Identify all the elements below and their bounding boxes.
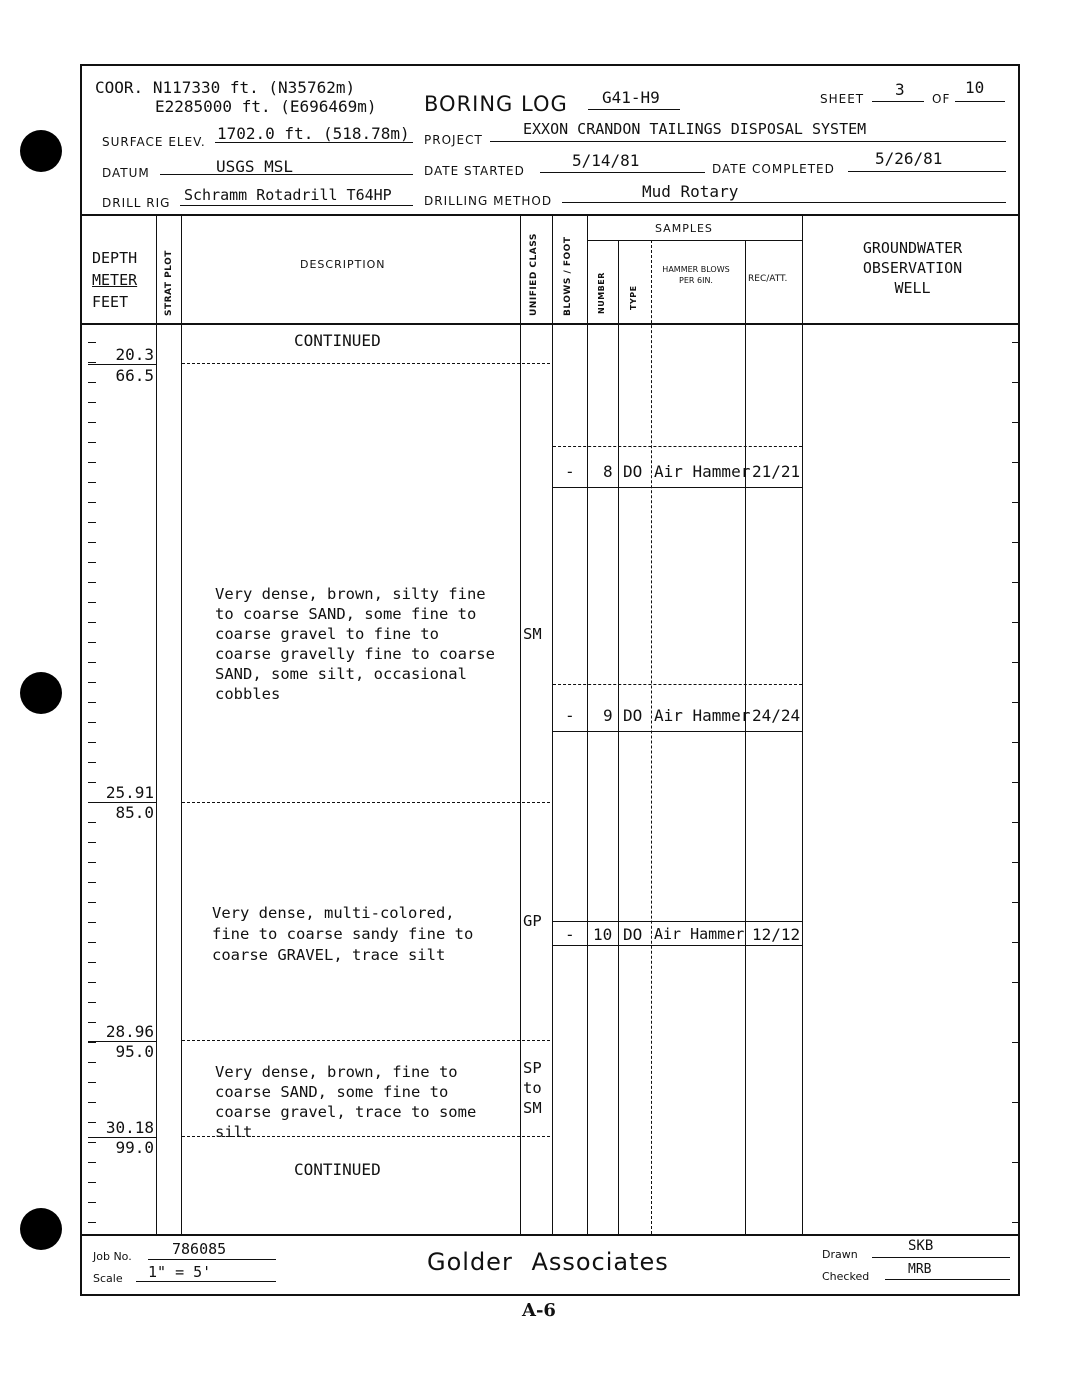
depth-feet: 66.5 xyxy=(115,366,154,385)
feet-label: FEET xyxy=(92,293,129,311)
depth-meter: 30.18 xyxy=(105,1118,154,1137)
unified-class: SM xyxy=(523,625,542,643)
datum-label: DATUM xyxy=(102,166,150,180)
punch-hole xyxy=(20,672,62,714)
surface-elev-value: 1702.0 ft. (518.78m) xyxy=(217,124,410,143)
punch-hole xyxy=(20,1208,62,1250)
col-number: NUMBER xyxy=(597,272,606,314)
meter-label: METER xyxy=(92,271,138,289)
hammer-type: Air Hammer xyxy=(654,925,745,943)
date-completed-value: 5/26/81 xyxy=(875,149,943,168)
scale-label: Scale xyxy=(93,1272,123,1285)
coor-north: N117330 ft. (N35762m) xyxy=(152,78,356,97)
coor-label: COOR. xyxy=(95,78,144,97)
coor-east: E2285000 ft. (E696469m) xyxy=(155,97,377,116)
col-strat-plot: STRAT PLOT xyxy=(164,250,174,316)
blows-value: - xyxy=(565,925,575,944)
col-blows-foot: BLOWS / FOOT xyxy=(563,236,573,316)
sample-number: 10 xyxy=(593,925,613,944)
col-samples: SAMPLES xyxy=(655,222,713,235)
date-started-value: 5/14/81 xyxy=(572,151,640,170)
project-value: EXXON CRANDON TAILINGS DISPOSAL SYSTEM xyxy=(523,120,867,138)
page-number: A-6 xyxy=(522,1300,556,1321)
unified-class: SP to SM xyxy=(523,1059,542,1117)
col-groundwater: GROUNDWATER OBSERVATION WELL xyxy=(862,239,963,297)
datum-value: USGS MSL xyxy=(216,157,294,176)
col-hammer-blows: HAMMER BLOWS PER 6IN. xyxy=(662,265,730,285)
col-description: DESCRIPTION xyxy=(300,258,386,271)
sample-number: 8 xyxy=(603,462,613,481)
job-number: 786085 xyxy=(172,1240,227,1258)
drawn-label: Drawn xyxy=(822,1248,858,1261)
coordinates xyxy=(95,78,377,116)
blows-value: - xyxy=(565,462,575,481)
depth-meter: 28.96 xyxy=(105,1022,154,1041)
page-title: BORING LOG xyxy=(424,92,568,116)
sample-type: DO xyxy=(623,462,643,481)
sheet-total: 10 xyxy=(965,78,985,97)
of-label: OF xyxy=(932,92,951,106)
drilling-method-label: DRILLING METHOD xyxy=(424,194,553,208)
drill-rig-label: DRILL RIG xyxy=(102,196,171,210)
drawn-by: SKB xyxy=(908,1238,934,1254)
drilling-method-value: Mud Rotary xyxy=(642,182,739,201)
punch-hole xyxy=(20,130,62,172)
depth-feet: 99.0 xyxy=(115,1138,154,1157)
project-label: PROJECT xyxy=(424,133,483,147)
boring-id: G41-H9 xyxy=(602,88,660,107)
blows-value: - xyxy=(565,706,575,725)
date-completed-label: DATE COMPLETED xyxy=(712,162,835,176)
sample-number: 9 xyxy=(603,706,613,725)
continued-top: CONTINUED xyxy=(294,331,381,350)
stratum-description: Very dense, multi-colored, fine to coarse sandy fine to coarse GRAVEL, trace silt xyxy=(212,904,474,964)
date-started-label: DATE STARTED xyxy=(424,164,525,178)
stratum-description: Very dense, brown, silty fine to coarse SAND, some fine to coarse gravel to fine to coarse gravelly fine to coarse SAND, some silt, occasional cobbles xyxy=(215,585,495,703)
col-depth-header xyxy=(92,247,137,313)
hammer-type: Air Hammer xyxy=(654,706,751,725)
depth-label: DEPTH xyxy=(92,249,138,267)
hammer-type: Air Hammer xyxy=(654,462,751,481)
depth-meter: 25.91 xyxy=(105,783,154,802)
depth-meter: 20.3 xyxy=(115,345,154,364)
rec-att-value: 21/21 xyxy=(752,462,801,481)
sample-type: DO xyxy=(623,925,643,944)
depth-feet: 95.0 xyxy=(115,1042,154,1061)
rec-att-value: 24/24 xyxy=(752,706,801,725)
stratum-description: Very dense, brown, fine to coarse SAND, some fine to coarse gravel, trace to some silt xyxy=(215,1063,477,1141)
surface-elev-label: SURFACE ELEV. xyxy=(102,135,206,149)
sheet-number: 3 xyxy=(895,80,905,99)
company-name: Golder Associates xyxy=(427,1248,669,1276)
col-type: TYPE xyxy=(629,285,638,310)
sheet-label: SHEET xyxy=(820,92,865,106)
drill-rig-value: Schramm Rotadrill T64HP xyxy=(184,186,392,204)
col-unified-class: UNIFIED CLASS xyxy=(529,233,539,316)
checked-label: Checked xyxy=(822,1270,870,1283)
col-rec-att: REC/ATT. xyxy=(748,274,788,284)
scale-value: 1" = 5' xyxy=(148,1263,212,1281)
unified-class: GP xyxy=(523,912,542,930)
rec-att-value: 12/12 xyxy=(752,925,801,944)
depth-feet: 85.0 xyxy=(115,803,154,822)
sample-type: DO xyxy=(623,706,643,725)
job-label: Job No. xyxy=(93,1250,132,1263)
continued-bottom: CONTINUED xyxy=(294,1160,381,1179)
checked-by: MRB xyxy=(908,1262,932,1277)
